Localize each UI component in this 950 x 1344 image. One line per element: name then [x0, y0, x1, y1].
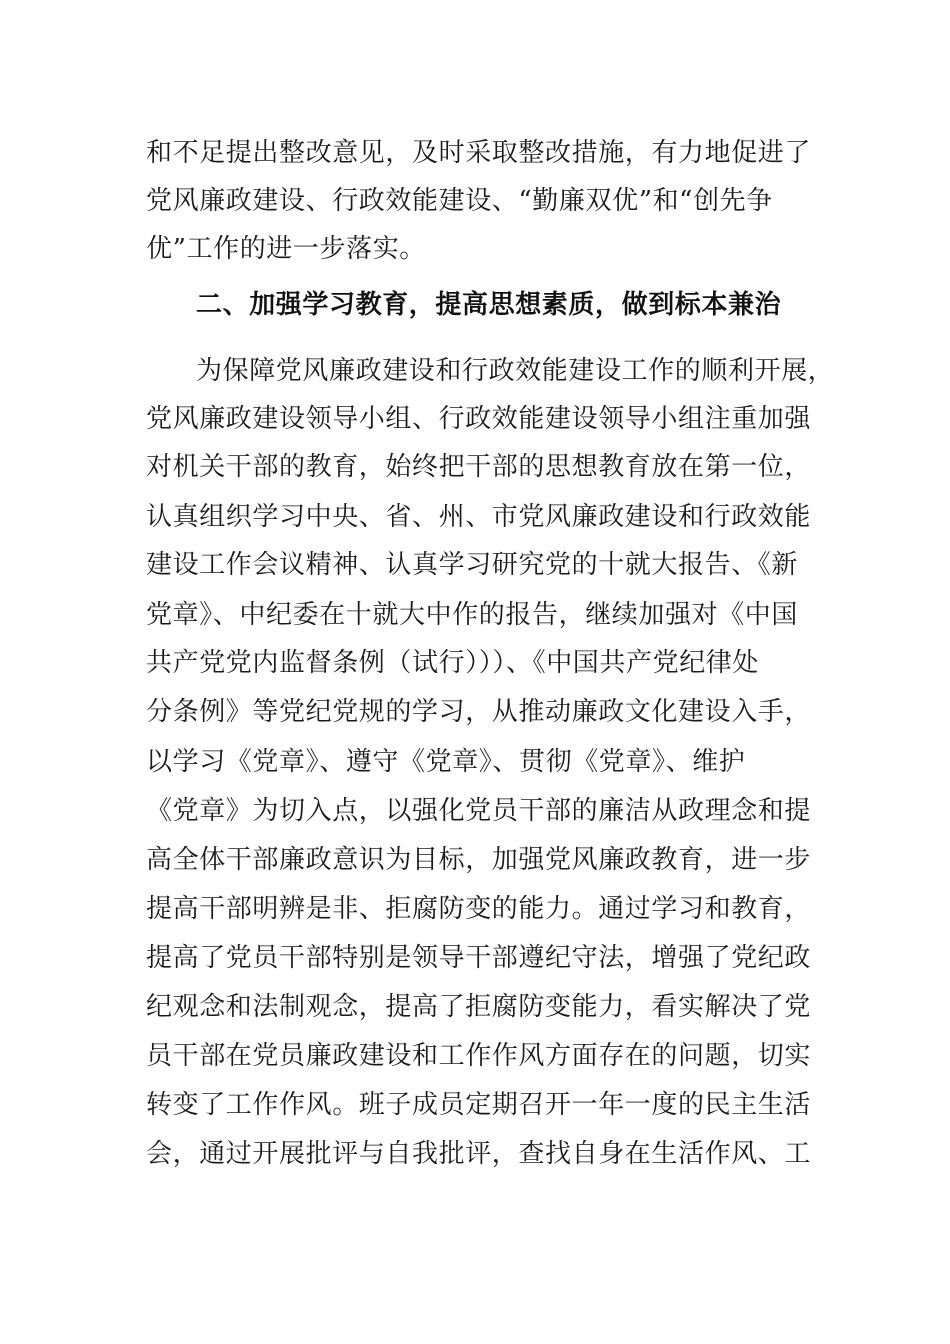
paragraph-line: 优”工作的进一步落实。 [146, 234, 426, 264]
paragraph-line: 党风廉政建设领导小组、行政效能建设领导小组注重加强 [146, 404, 812, 434]
paragraph-line: 建设工作会议精神、认真学习研究党的十就大报告、《新 [146, 550, 799, 580]
paragraph-line: 和不足提出整改意见，及时采取整改措施，有力地促进了 [146, 138, 812, 168]
paragraph-line: 认真组织学习中央、省、州、市党风廉政建设和行政效能 [146, 502, 812, 532]
section-heading: 二、加强学习教育，提高思想素质，做到标本兼治 [196, 290, 782, 320]
paragraph-line: 分条例》等党纪党规的学习，从推动廉政文化建设入手， [146, 697, 812, 727]
paragraph-line: 提高干部明辨是非、拒腐防变的能力。通过学习和教育， [146, 894, 812, 924]
paragraph-line: 员干部在党员廉政建设和工作作风方面存在的问题，切实 [146, 1041, 812, 1071]
paragraph-line: 对机关干部的教育，始终把干部的思想教育放在第一位， [146, 452, 812, 482]
paragraph-line: 高全体干部廉政意识为目标，加强党风廉政教育，进一步 [146, 845, 812, 875]
paragraph-line: 《党章》为切入点，以强化党员干部的廉洁从政理念和提 [146, 796, 812, 826]
paragraph-line: 党风廉政建设、行政效能建设、“勤廉双优”和“创先争 [146, 186, 773, 216]
paragraph-line: 以学习《党章》、遵守《党章》、贯彻《党章》、维护 [146, 747, 746, 777]
paragraph-line: 纪观念和法制观念，提高了拒腐防变能力，看实解决了党 [146, 992, 812, 1022]
paragraph-line: 共产党党内监督条例（试行）））、《中国共产党纪律处 [146, 648, 760, 678]
paragraph-line: 转变了工作作风。班子成员定期召开一年一度的民主生活 [146, 1090, 812, 1120]
paragraph-line: 会，通过开展批评与自我批评，查找自身在生活作风、工 [146, 1139, 812, 1169]
paragraph-line: 党章》、中纪委在十就大中作的报告，继续加强对《中国 [146, 600, 799, 630]
paragraph-line: 为保障党风廉政建设和行政效能建设工作的顺利开展， [196, 356, 835, 386]
paragraph-line: 提高了党员干部特别是领导干部遵纪守法，增强了党纪政 [146, 943, 812, 973]
